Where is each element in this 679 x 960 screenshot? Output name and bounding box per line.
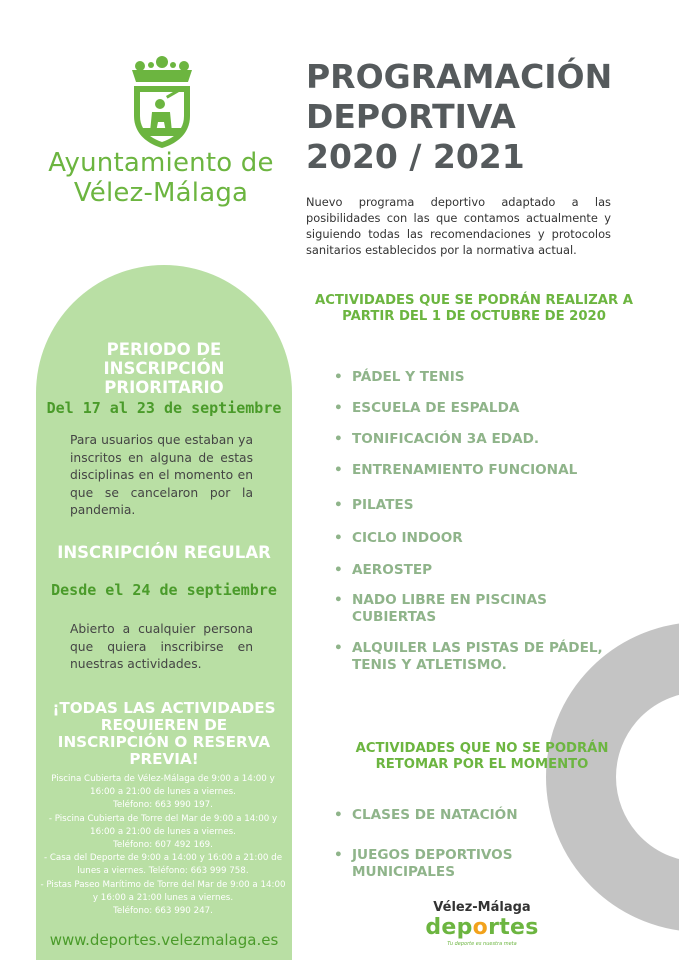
bullet-icon: •	[334, 462, 343, 478]
list-item	[332, 640, 622, 674]
activity-label: NADO LIBRE EN PISCINAS CUBIERTAS	[352, 592, 547, 625]
website-link[interactable]: www.deportes.velezmalaga.es	[49, 931, 279, 949]
facilities-info	[40, 773, 286, 918]
facility-line: - Casa del Deporte de 9:00 a 14:00 y 16:00 a 21:00 de lunes a viernes. Teléfono: 663 999 758.	[43, 853, 283, 877]
facility-line: Teléfono: 607 492 169.	[113, 840, 213, 851]
facility-line: Piscina Cubierta de Vélez-Málaga de 9:00 a 14:00 y 16:00 a 21:00 de lunes a viernes.	[51, 774, 275, 798]
activity-label: CLASES DE NATACIÓN	[352, 807, 518, 823]
bullet-icon: •	[334, 400, 343, 416]
bullet-icon: •	[334, 562, 343, 578]
list-item	[332, 400, 622, 417]
list-item	[332, 807, 622, 824]
regular-heading: INSCRIPCIÓN REGULAR	[57, 543, 271, 562]
list-item	[332, 497, 622, 514]
intro-text: Nuevo programa deportivo adaptado a las posibilidades con las que contamos actualmente y siguiendo todas las recomendaciones y protocolos sanitarios establecidos por la normativa actual.	[306, 195, 611, 257]
list-item	[332, 592, 582, 626]
facility-line: - Pistas Paseo Marítimo de Torre del Mar de 9:00 a 14:00 y 16:00 a 21:00 lunes a viernes.	[40, 879, 286, 903]
town-name-line1: Ayuntamiento de	[48, 148, 274, 178]
town-name	[36, 148, 286, 208]
title-line1: PROGRAMACIÓN	[306, 57, 613, 96]
logo-text-b: rtes	[488, 915, 539, 940]
list-item	[332, 431, 622, 448]
facility-line: Teléfono: 663 990 197.	[113, 800, 213, 811]
facility-line: - Piscina Cubierta de Torre del Mar de 9:00 a 14:00 y 16:00 a 21:00 de lunes a viernes.	[48, 813, 278, 837]
activity-label: PILATES	[352, 497, 414, 513]
sports-logo-town: Vélez-Málaga	[433, 900, 531, 915]
activity-label: PÁDEL Y TENIS	[352, 369, 465, 385]
bullet-icon: •	[334, 369, 343, 385]
list-item	[332, 847, 552, 881]
sports-logo	[412, 915, 552, 940]
bullet-icon: •	[334, 807, 343, 823]
activity-label: ENTRENAMIENTO FUNCIONAL	[352, 462, 578, 478]
activity-label: ALQUILER LAS PISTAS DE PÁDEL, TENIS Y ATLETISMO.	[352, 640, 603, 673]
list-item	[332, 369, 622, 386]
not-resumed-heading: ACTIVIDADES QUE NO SE PODRÁN RETOMAR POR EL MOMENTO	[355, 741, 609, 772]
bullet-icon: •	[334, 497, 343, 513]
list-item	[332, 530, 622, 547]
bullet-icon: •	[334, 847, 343, 863]
page-title	[306, 57, 646, 177]
regular-text: Abierto a cualquier persona que quiera inscribirse en nuestras actividades.	[70, 622, 253, 671]
activity-label: ESCUELA DE ESPALDA	[352, 400, 520, 416]
coat-of-arms-icon	[126, 56, 198, 148]
title-line3: 2020 / 2021	[306, 137, 525, 176]
activity-label: CICLO INDOOR	[352, 530, 463, 546]
priority-heading: PERIODO DE INSCRIPCIÓN PRIORITARIO	[103, 340, 225, 397]
activity-label: TONIFICACIÓN 3A EDAD.	[352, 431, 540, 447]
list-item	[332, 462, 622, 479]
bullet-icon: •	[334, 530, 343, 546]
logo-text-a: dep	[425, 915, 473, 940]
regular-dates: Desde el 24 de septiembre	[51, 581, 277, 599]
priority-dates: Del 17 al 23 de septiembre	[46, 399, 282, 417]
activity-label: JUEGOS DEPORTIVOS MUNICIPALES	[352, 847, 513, 880]
town-name-line2: Vélez-Málaga	[73, 178, 249, 208]
facility-line: Teléfono: 663 990 247.	[113, 906, 213, 917]
bullet-icon: •	[334, 640, 343, 656]
logo-ball-icon: o	[472, 915, 489, 940]
logo-tagline: Tu deporte es nuestra meta	[447, 941, 517, 947]
priority-text: Para usuarios que estaban ya inscritos en alguna de estas disciplinas en el momento en que se cancelaron por la pandemia.	[70, 433, 253, 517]
bullet-icon: •	[334, 431, 343, 447]
reservation-heading: ¡TODAS LAS ACTIVIDADES REQUIEREN DE INSCRIPCIÓN O RESERVA PREVIA!	[52, 699, 276, 768]
bullet-icon: •	[334, 592, 343, 608]
title-line2: DEPORTIVA	[306, 97, 516, 136]
activity-label: AEROSTEP	[352, 562, 433, 578]
list-item	[332, 562, 622, 579]
activities-heading: ACTIVIDADES QUE SE PODRÁN REALIZAR A PARTIR DEL 1 DE OCTUBRE DE 2020	[315, 293, 633, 324]
